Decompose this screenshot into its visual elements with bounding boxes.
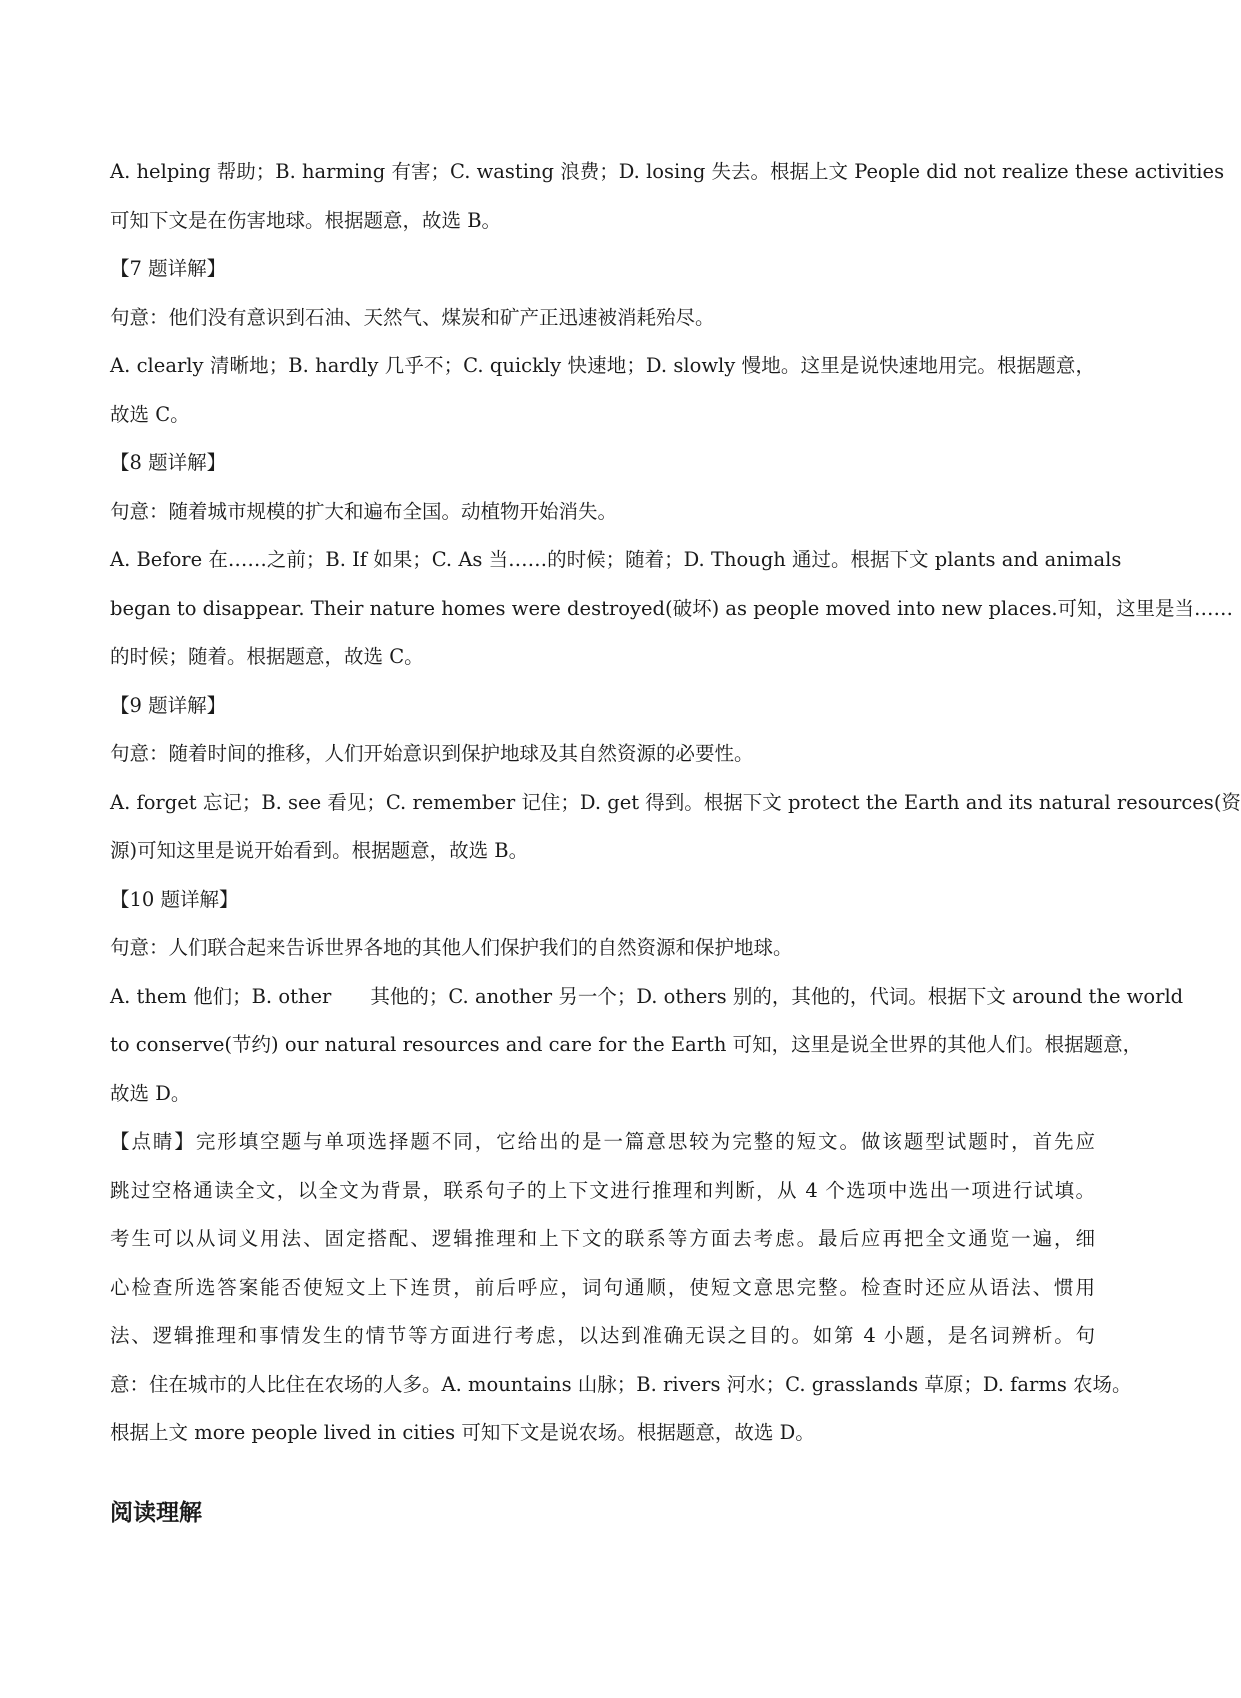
text-line: 源)可知这里是说开始看到。根据题意，故选 B。 (110, 839, 529, 862)
text-line: 【7 题详解】 (110, 257, 227, 280)
text-line: 跳过空格通读全文，以全文为背景，联系句子的上下文进行推理和判断，从 4 个选项中选出一项进行试填。 (110, 1178, 1095, 1202)
section-heading-reading: 阅读理解 (110, 1500, 202, 1526)
text-line: 考生可以从词义用法、固定搭配、逻辑推理和上下文的联系等方面去考虑。最后应再把全文通览一遍，细 (110, 1227, 1095, 1250)
text-line: 句意：人们联合起来告诉世界各地的其他人们保护我们的自然资源和保护地球。 (110, 936, 793, 959)
text-line: A. forget 忘记；B. see 看见；C. remember 记住；D. get 得到。根据下文 protect the Earth and its natural resources(资 (110, 790, 1241, 814)
document-body (110, 148, 1241, 1526)
text-line: 句意：随着城市规模的扩大和遍布全国。动植物开始消失。 (110, 499, 618, 523)
text-line: A. Before 在……之前；B. If 如果；C. As 当……的时候；随着；D. Though 通过。根据下文 plants and animals (110, 548, 1122, 571)
text-line: A. clearly 清晰地；B. hardly 几乎不；C. quickly 快速地；D. slowly 慢地。这里是说快速地用完。根据题意， (110, 354, 1095, 377)
text-line: A. helping 帮助；B. harming 有害；C. wasting 浪费；D. losing 失去。根据上文 People did not realize these activities (110, 160, 1225, 183)
text-line: 【9 题详解】 (110, 693, 227, 717)
text-line: began to disappear. Their nature homes were destroyed(破坏) as people moved into new places.可知，这里是当…… (110, 596, 1234, 620)
text-line: 【点睛】完形填空题与单项选择题不同，它给出的是一篇意思较为完整的短文。做该题型试题时，首先应 (110, 1130, 1095, 1153)
text-line: 句意：随着时间的推移，人们开始意识到保护地球及其自然资源的必要性。 (110, 742, 754, 765)
text-line: 故选 D。 (110, 1081, 191, 1105)
text-line: to conserve(节约) our natural resources and care for the Earth 可知，这里是说全世界的其他人们。根据题意， (110, 1033, 1143, 1056)
text-line: 根据上文 more people lived in cities 可知下文是说农场。根据题意，故选 D。 (110, 1421, 815, 1444)
text-line: 【10 题详解】 (110, 887, 239, 911)
text-line: 可知下文是在伤害地球。根据题意，故选 B。 (110, 208, 502, 232)
text-line: 【8 题详解】 (110, 451, 227, 474)
text-line: 的时候；随着。根据题意，故选 C。 (110, 645, 424, 668)
text-line: 法、逻辑推理和事情发生的情节等方面进行考虑，以达到准确无误之目的。如第 4 小题，是名词辨析。句 (110, 1324, 1095, 1347)
text-line: 故选 C。 (110, 402, 190, 426)
answer-explanation-text (110, 148, 1241, 1458)
text-line: A. them 他们；B. other 其他的；C. another 另一个；D. others 别的，其他的，代词。根据下文 around the world (110, 984, 1184, 1008)
text-line: 心检查所选答案能否使短文上下连贯，前后呼应，词句通顺，使短文意思完整。检查时还应从语法、惯用 (110, 1275, 1095, 1299)
text-line: 句意：他们没有意识到石油、天然气、煤炭和矿产正迅速被消耗殆尽。 (110, 305, 715, 329)
text-line: 意：住在城市的人比住在农场的人多。A. mountains 山脉；B. rivers 河水；C. grasslands 草原；D. farms 农场。 (110, 1372, 1132, 1396)
